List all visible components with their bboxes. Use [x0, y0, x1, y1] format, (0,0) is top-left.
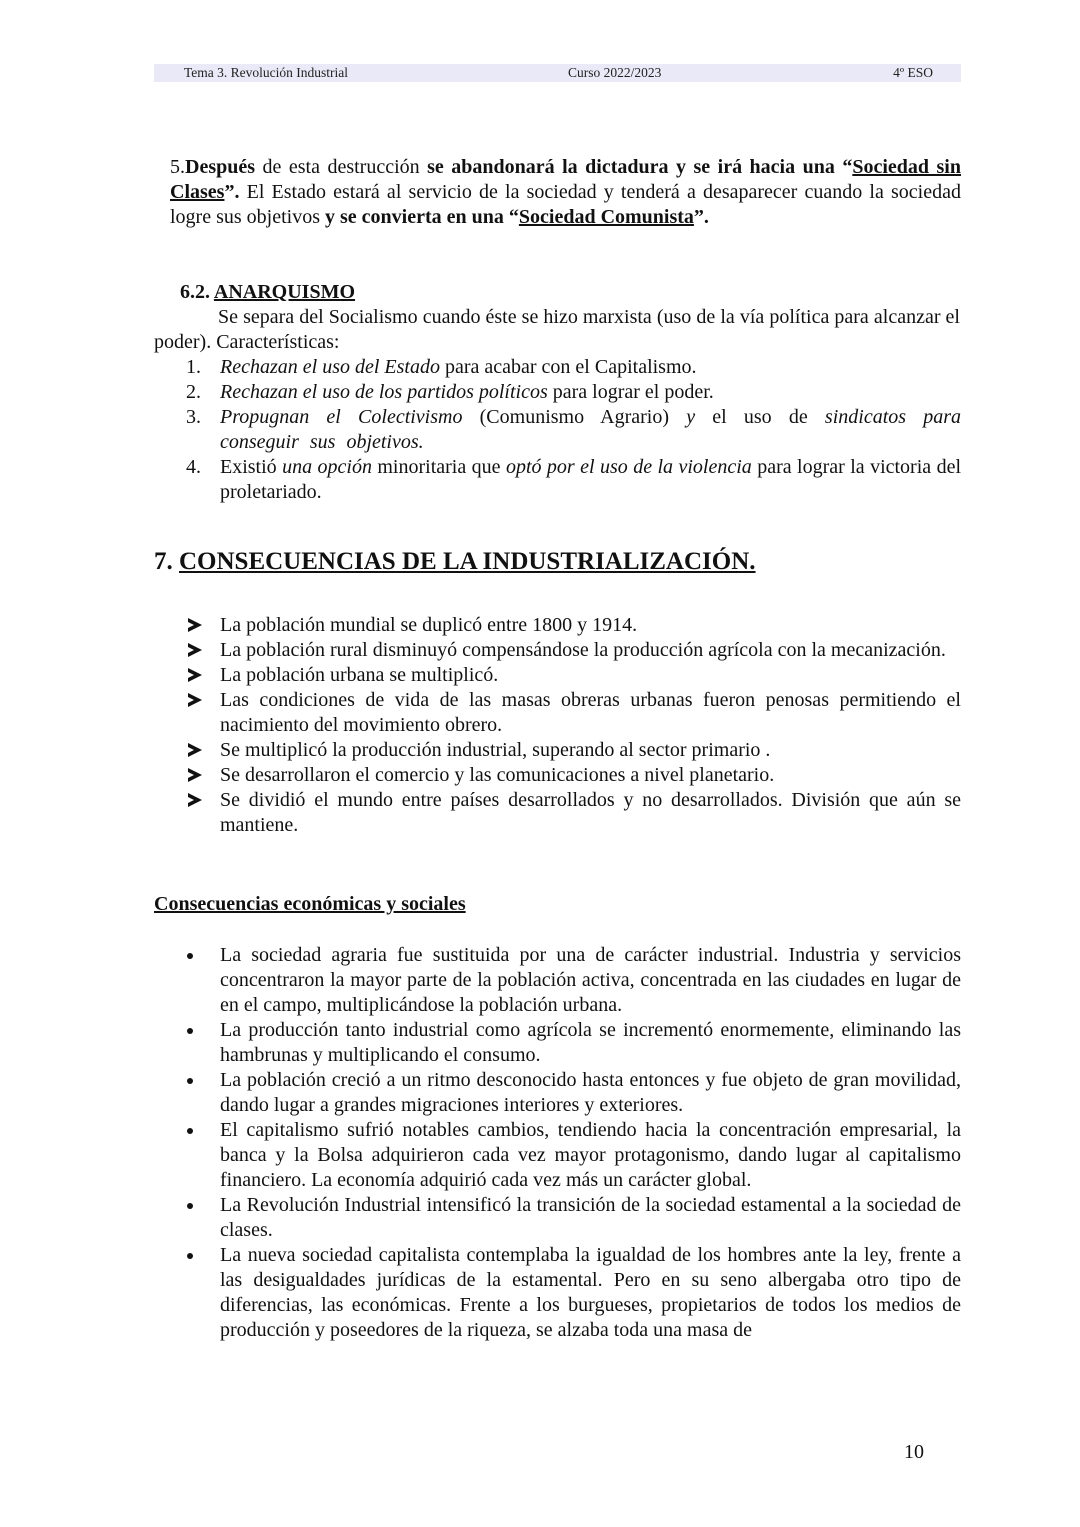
section-heading-consecuencias: 7. CONSECUENCIAS DE LA INDUSTRIALIZACIÓN. — [154, 548, 756, 575]
page-number: 10 — [904, 1441, 924, 1463]
subheading-economicas-sociales: Consecuencias económicas y sociales — [154, 893, 466, 915]
bullet-icon — [187, 1078, 193, 1084]
bullet-icon — [187, 1203, 193, 1209]
term-sociedad-comunista: Sociedad Comunista — [518, 206, 694, 228]
arrow-bullet-icon — [188, 793, 202, 807]
page-header — [154, 64, 961, 82]
bullet-icon — [187, 1253, 193, 1259]
arrow-bullet-icon — [188, 643, 202, 657]
list-item: 2. Rechazan el uso de los partidos políticos para lograr el poder. — [186, 381, 714, 403]
anarquismo-list — [186, 355, 961, 505]
list-item: Se dividió el mundo entre países desarrollados y no desarrollados. División que aún se mantiene. — [186, 788, 961, 838]
list-item: La producción tanto industrial como agrícola se incrementó enormemente, eliminando las hambrunas y multiplicando el consumo. — [186, 1018, 961, 1068]
list-item: La población creció a un ritmo desconocido hasta entonces y fue objeto de gran movilidad, dando lugar a grandes migraciones interiores y exteriores. — [186, 1068, 961, 1118]
arrow-bullet-icon — [188, 693, 202, 707]
list-item: La Revolución Industrial intensificó la transición de la sociedad estamental a la sociedad de clases. — [186, 1193, 961, 1243]
economicas-list — [186, 943, 961, 1343]
anarquismo-intro: Se separa del Socialismo cuando éste se hizo marxista (uso de la vía política para alcanzar el poder). Características: — [154, 306, 960, 353]
arrow-bullet-icon — [188, 618, 202, 632]
list-item: 3. Propugnan el Colectivismo (Comunismo Agrario) y el uso de sindicatos para conseguir sus objetivos. — [186, 406, 961, 453]
list-item: Se desarrollaron el comercio y las comunicaciones a nivel planetario. — [186, 763, 961, 788]
bullet-icon — [187, 953, 193, 959]
arrow-bullet-icon — [188, 668, 202, 682]
list-item: Las condiciones de vida de las masas obreras urbanas fueron penosas permitiendo el nacimiento del movimiento obrero. — [186, 688, 961, 738]
header-course: Curso 2022/2023 — [568, 65, 662, 80]
arrow-bullet-icon — [188, 768, 202, 782]
list-item: La sociedad agraria fue sustituida por una de carácter industrial. Industria y servicios concentraron la mayor parte de la población activa, concentrada en las ciudades en lugar de en el campo, multiplicándose la población urbana. — [186, 943, 961, 1018]
consecuencias-list — [186, 613, 961, 838]
term-sociedad-sin-clases: Sociedad sin Clases — [170, 156, 961, 203]
list-item: 4. Existió una opción minoritaria que optó por el uso de la violencia para lograr la victoria del proletariado. — [186, 456, 962, 503]
list-item: El capitalismo sufrió notables cambios, tendiendo hacia la concentración empresarial, la banca y la Bolsa adquirieron cada vez mayor protagonismo, dando lugar al capitalismo financiero. La economía adquirió cada vez más un carácter global. — [186, 1118, 961, 1193]
header-level: 4º ESO — [893, 65, 933, 80]
bullet-icon — [187, 1128, 193, 1134]
list-item: La población mundial se duplicó entre 1800 y 1914. — [186, 613, 961, 638]
list-item: La nueva sociedad capitalista contemplaba la igualdad de los hombres ante la ley, frente a las desigualdades jurídicas de la estamental. Pero en su seno albergaba otro tipo de diferencias, las económicas. Frente a los burgueses, propietarios de todos los medios de producción y poseedores de la riqueza, se alzaba toda una masa de — [186, 1243, 961, 1343]
arrow-bullet-icon — [188, 743, 202, 757]
list-item: La población urbana se multiplicó. — [186, 663, 961, 688]
paragraph-point-5: 5.Después de esta destrucción se abandonará la dictadura y se irá hacia una “Sociedad sin Clases”. El Estado estará al servicio de la sociedad y tenderá a desaparecer cuando la sociedad logre sus objetivos y se convierta en una “Sociedad Comunista”. — [170, 156, 961, 228]
point-number: 5. — [170, 156, 185, 178]
list-item: La población rural disminuyó compensándose la producción agrícola con la mecanización. — [186, 638, 961, 663]
list-item: 1. Rechazan el uso del Estado para acabar con el Capitalismo. — [186, 356, 697, 378]
list-item: Se multiplicó la producción industrial, superando al sector primario . — [186, 738, 961, 763]
bullet-icon — [187, 1028, 193, 1034]
header-topic: Tema 3. Revolución Industrial — [184, 65, 349, 80]
section-heading-anarquismo: 6.2. ANARQUISMO — [180, 281, 356, 303]
